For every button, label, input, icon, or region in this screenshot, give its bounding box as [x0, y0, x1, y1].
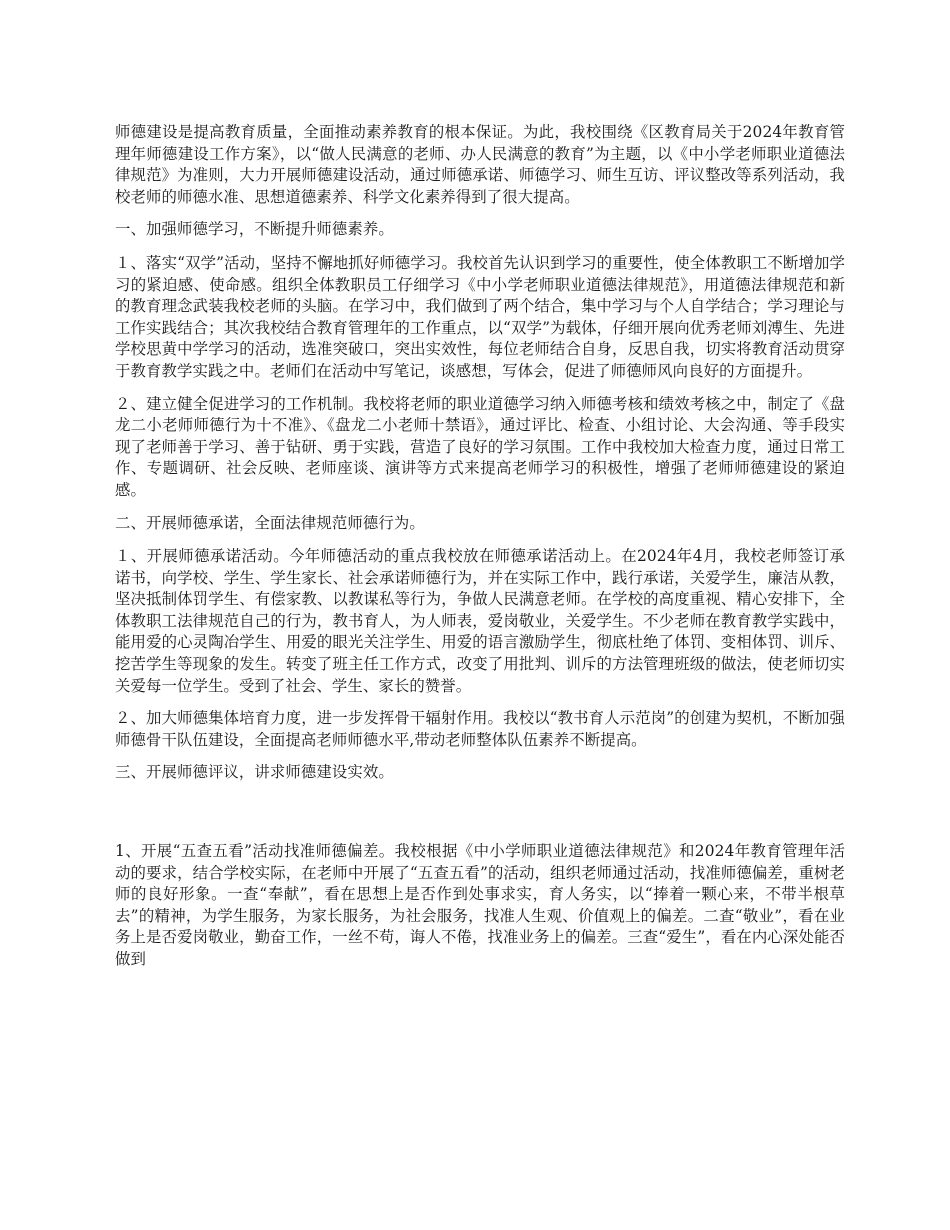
- paragraph-2-2: ２、加大师德集体培育力度，进一步发挥骨干辐射作用。我校以“教书育人示范岗”的创建为契机，不断加强师德骨干队伍建设，全面提高老师师德水平,带动老师整体队伍素养不断提高。: [115, 709, 845, 749]
- intro-paragraph: 师德建设是提高教育质量，全面推动素养教育的根本保证。为此，我校围绕《区教育局关于2024年教育管理年师德建设工作方案》，以“做人民满意的老师、办人民满意的教育”为主题，以《中小学老师职业道德法律规范》为准则，大力开展师德建设活动，通过师德承诺、师德学习、师生互访、评议整改等系列活动，我校老师的师德水准、思想道德素养、科学文化素养得到了很大提高。: [115, 123, 845, 206]
- blank-spacer: [115, 796, 845, 841]
- section-heading-1: 一、加强师德学习，不断提升师德素养。: [115, 220, 394, 239]
- paragraph-3-1: 1、开展“五查五看”活动找准师德偏差。我校根据《中小学师职业道德法律规范》和2024年教育管理年活动的要求，结合学校实际，在老师中开展了“五查五看”的活动，组织老师通过活动，找准师德偏差，重树老师的良好形象。一查“奉献”，看在思想上是否作到处事求实，育人务实，以“捧着一颗心来，不带半根草去”的精神，为学生服务，为家长服务，为社会服务，找准人生观、价值观上的偏差。二查“敬业”，看在业务上是否爱岗敬业，勤奋工作，一丝不苟，诲人不倦，找准业务上的偏差。三查“爱生”，看在内心深处能否做到: [115, 842, 845, 968]
- document-body: [115, 122, 845, 982]
- section-heading-3: 三、开展师德评议，讲求师德建设实效。: [115, 763, 394, 782]
- paragraph-2-1: １、开展师德承诺活动。今年师德活动的重点我校放在师德承诺活动上。在2024年4月，我校老师签订承诺书，向学校、学生、学生家长、社会承诺师德行为，并在实际工作中，践行承诺，关爱学生，廉洁从教，坚决抵制体罚学生、有偿家教、以教谋私等行为，争做人民满意老师。在学校的高度重视、精心安排下，全体教职工法律规范自己的行为，教书育人，为人师表，爱岗敬业，关爱学生。不少老师在教育教学实践中，能用爱的心灵陶冶学生、用爱的眼光关注学生、用爱的语言激励学生，彻底杜绝了体罚、变相体罚、训斥、挖苦学生等现象的发生。转变了班主任工作方式，改变了用批判、训斥的方法管理班级的做法，使老师切实关爱每一位学生。受到了社会、学生、家长的赞誉。: [115, 547, 845, 695]
- section-heading-2: 二、开展师德承诺，全面法律规范师德行为。: [115, 513, 425, 532]
- paragraph-1-2: ２、建立健全促进学习的工作机制。我校将老师的职业道德学习纳入师德考核和绩效考核之中，制定了《盘龙二小老师师德行为十不准》、《盘龙二小老师十禁语》，通过评比、检查、小组讨论、大会沟通、等手段实现了老师善于学习、善于钻研、勇于实践，营造了良好的学习氛围。工作中我校加大检查力度，通过日常工作、专题调研、社会反映、老师座谈、演讲等方式来提高老师学习的积极性，增强了老师师德建设的紧迫感。: [115, 394, 845, 499]
- paragraph-1-1: １、落实“双学”活动，坚持不懈地抓好师德学习。我校首先认识到学习的重要性，使全体教职工不断增加学习的紧迫感、使命感。组织全体教职员工仔细学习《中小学老师职业道德法律规范》，用道德法律规范和新的教育理念武装我校老师的头脑。在学习中，我们做到了两个结合，集中学习与个人自学结合；学习理论与工作实践结合；其次我校结合教育管理年的工作重点，以“双学”为载体，仔细开展向优秀老师刘溥生、先进学校思黄中学学习的活动，选准突破口，突出实效性，每位老师结合自身，反思自我，切实将教育活动贯穿于教育教学实践之中。老师们在活动中写笔记，谈感想，写体会，促进了师德师风向良好的方面提升。: [115, 253, 845, 380]
